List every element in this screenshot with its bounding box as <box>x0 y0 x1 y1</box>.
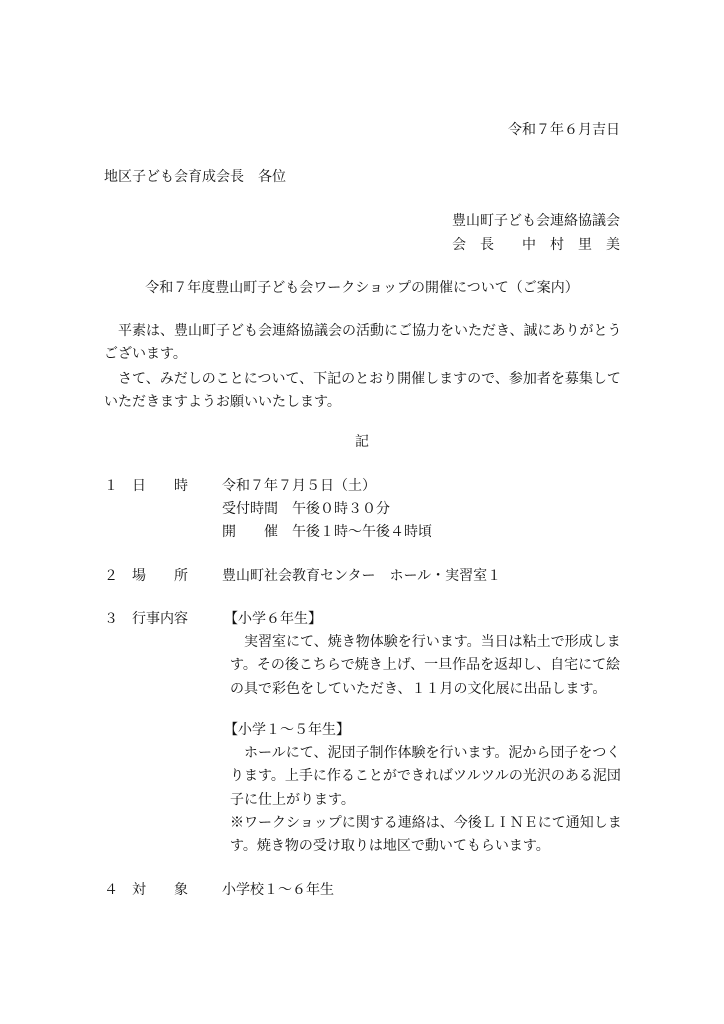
intro-paragraph-2: さて、みだしのことについて、下記のとおり開催しますので、参加者を募集していただきますようお願いいたします。 <box>104 371 621 410</box>
sender-organization: 豊山町子ども会連絡協議会 <box>452 213 620 229</box>
intro-paragraph-1: 平素は、豊山町子ども会連絡協議会の活動にご協力をいただき、誠にありがとうございます。 <box>104 323 622 362</box>
item-2-label: 場 所 <box>132 568 188 584</box>
schedule-date: 令和７年７月５日（土） <box>222 478 376 494</box>
item-4-label: 対 象 <box>132 882 188 898</box>
grade1to5-text: ホールにて、泥団子制作体験を行います。泥から団子をつくります。上手に作ることができればツルツルの光沢のある泥団子に仕上がります。 <box>230 745 621 808</box>
item-2-number: ２ <box>104 568 118 584</box>
issue-date: 令和７年６月吉日 <box>508 122 620 138</box>
ki-heading: 記 <box>355 434 369 450</box>
grade1to5-heading: 【小学１～５年生】 <box>224 722 350 738</box>
addressee: 地区子ども会育成会長 各位 <box>104 169 286 185</box>
venue-value: 豊山町社会教育センター ホール・実習室１ <box>222 568 502 584</box>
item-4-number: ４ <box>104 882 118 898</box>
item-3-number: ３ <box>104 611 118 627</box>
grade6-heading: 【小学６年生】 <box>224 611 322 627</box>
document-title: 令和７年度豊山町子ども会ワークショップの開催について（ご案内） <box>145 280 579 296</box>
item-3-label: 行事内容 <box>132 611 188 627</box>
grade6-text: 実習室にて、焼き物体験を行います。当日は粘土で形成します。その後こちらで焼き上げ、一旦作品を返却し、自宅にて絵の具で彩色をしていただき、１１月の文化展に出品します。 <box>230 634 621 697</box>
schedule-reception: 受付時間 午後０時３０分 <box>222 501 390 517</box>
item-1-number: １ <box>104 478 118 494</box>
sender-title-name: 会 長 中 村 里 美 <box>452 237 620 253</box>
content-note: ※ワークショップに関する連絡は、今後ＬＩＮＥにて通知します。焼き物の受け取りは地区で動いてもらいます。 <box>230 815 622 855</box>
schedule-hours: 開 催 午後１時～午後４時頃 <box>222 524 432 540</box>
item-1-label: 日 時 <box>132 478 188 494</box>
target-value: 小学校１～６年生 <box>222 882 334 898</box>
